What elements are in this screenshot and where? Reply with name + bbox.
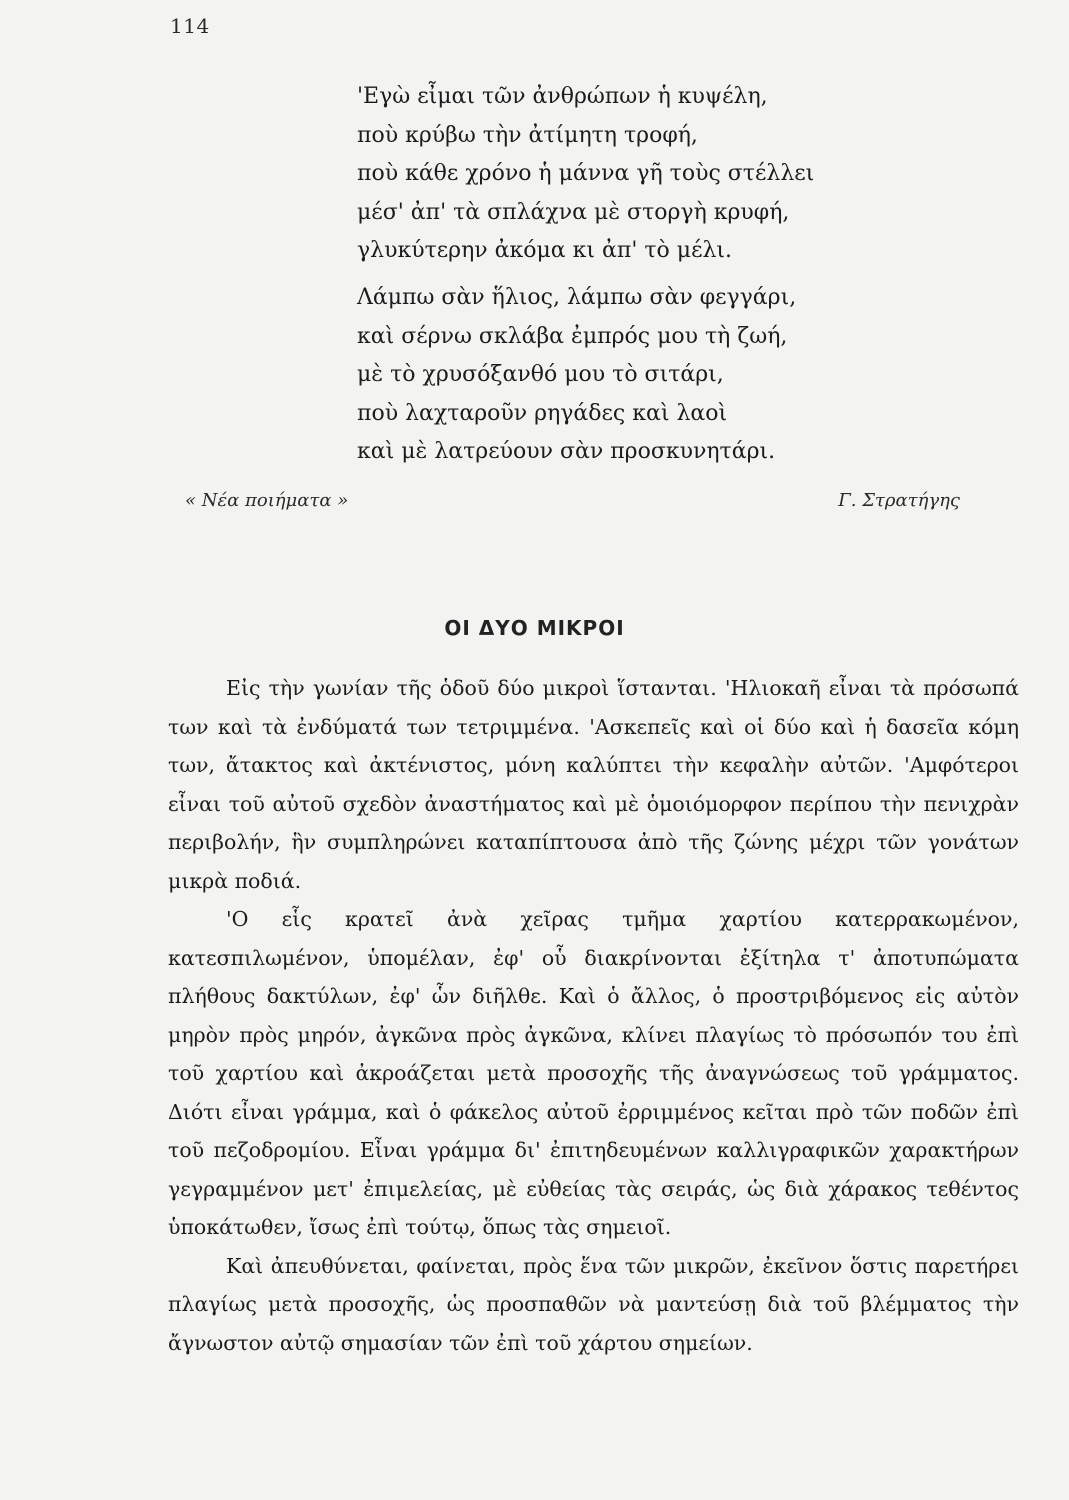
poem-stanza-2 bbox=[357, 279, 796, 472]
poem-stanza-1 bbox=[357, 78, 814, 271]
article-paragraph: Καὶ ἀπευθύνεται, φαίνεται, πρὸς ἕνα τῶν μικρῶν, ἐκεῖνον ὅστις παρετήρει πλαγίως μετὰ προσοχῆς, ὡς προσπαθῶν νὰ μαντεύσῃ διὰ τοῦ βλέμματος τὴν ἄγνωστον αὐτῷ σημασίαν τῶν ἐπὶ τοῦ χάρτου σημείων. bbox=[168, 1253, 1019, 1355]
poem-line: ποὺ κρύβω τὴν ἀτίμητη τροφή, bbox=[357, 122, 698, 148]
article-title: ΟΙ ΔΥΟ ΜΙΚΡΟΙ bbox=[444, 616, 625, 640]
poem-line: Λάμπω σὰν ἥλιος, λάμπω σὰν φεγγάρι, bbox=[357, 285, 797, 310]
poem-line: ποὺ κάθε χρόνο ἡ μάννα γῆ τοὺς στέλλει bbox=[357, 161, 815, 186]
article-paragraph: Εἰς τὴν γωνίαν τῆς ὁδοῦ δύο μικροὶ ἵστανται. 'Ηλιοκαῆ εἶναι τὰ πρόσωπά των καὶ τὰ ἐνδύματά των τετριμμένα. 'Ασκεπεῖς καὶ οἱ δύο καὶ ἡ δασεῖα κόμη των, ἄτακτος καὶ ἀκτένιστος, μόνη καλύπτει τὴν κεφαλὴν αὐτῶν. 'Αμφότεροι εἶναι τοῦ αὐτοῦ σχεδὸν ἀναστήματος καὶ μὲ ὁμοιόμορφον περίπου τὴν πενιχρὰν περιβολήν, ἣν συμπληρώνει καταπίπτουσα ἀπὸ τῆς ζώνης μέχρι τῶν γονάτων μικρὰ ποδιά. bbox=[168, 676, 1019, 893]
poem-line: καὶ μὲ λατρεύουν σὰν προσκυνητάρι. bbox=[357, 439, 776, 464]
poem-line: καὶ σέρνω σκλάβα ἐμπρός μου τὴ ζωή, bbox=[357, 323, 788, 349]
poem-source: « Νέα ποιήματα » bbox=[185, 490, 349, 511]
poem-line: γλυκύτερην ἀκόμα κι ἀπ' τὸ μέλι. bbox=[357, 238, 733, 263]
article-body bbox=[168, 669, 1019, 1362]
article-paragraph: 'Ο εἷς κρατεῖ ἀνὰ χεῖρας τμῆμα χαρτίου κατερρακωμένον, κατεσπιλωμένον, ὑπομέλαν, ἐφ' οὗ διακρίνονται ἐξίτηλα τ' ἀποτυπώματα πλήθους δακτύλων, ἐφ' ὧν διῆλθε. Καὶ ὁ ἄλλος, ὁ προστριβόμενος εἰς αὐτὸν μηρὸν πρὸς μηρόν, ἀγκῶνα πρὸς ἀγκῶνα, κλίνει πλαγίως τὸ πρόσωπόν του ἐπὶ τοῦ χαρτίου καὶ ἀκροάζεται μετὰ προσοχῆς τῆς ἀναγνώσεως τοῦ γράμματος. Διότι εἶναι γράμμα, καὶ ὁ φάκελος αὐτοῦ ἐρριμμένος κεῖται πρὸ τῶν ποδῶν ἐπὶ τοῦ πεζοδρομίου. Εἶναι γράμμα δι' ἐπιτηδευμένων καλλιγραφικῶν χαρακτήρων γεγραμμένον μετ' ἐπιμελείας, μὲ εὐθείας τὰς σειράς, ὡς διὰ χάρακος τεθέντος ὑποκάτωθεν, ἴσως ἐπὶ τούτῳ, ὅπως τὰς σημειοῖ. bbox=[168, 907, 1019, 1239]
page-number: 114 bbox=[170, 14, 210, 38]
poem-line: 'Εγὼ εἶμαι τῶν ἀνθρώπων ἡ κυψέλη, bbox=[357, 84, 768, 109]
poem-line: ποὺ λαχταροῦν ρηγάδες καὶ λαοὶ bbox=[357, 400, 728, 426]
poem-author: Γ. Στρατήγης bbox=[838, 490, 960, 511]
poem-line: μέσ' ἀπ' τὰ σπλάχνα μὲ στοργὴ κρυφή, bbox=[357, 199, 790, 225]
poem-line: μὲ τὸ χρυσόξανθό μου τὸ σιτάρι, bbox=[357, 362, 724, 387]
